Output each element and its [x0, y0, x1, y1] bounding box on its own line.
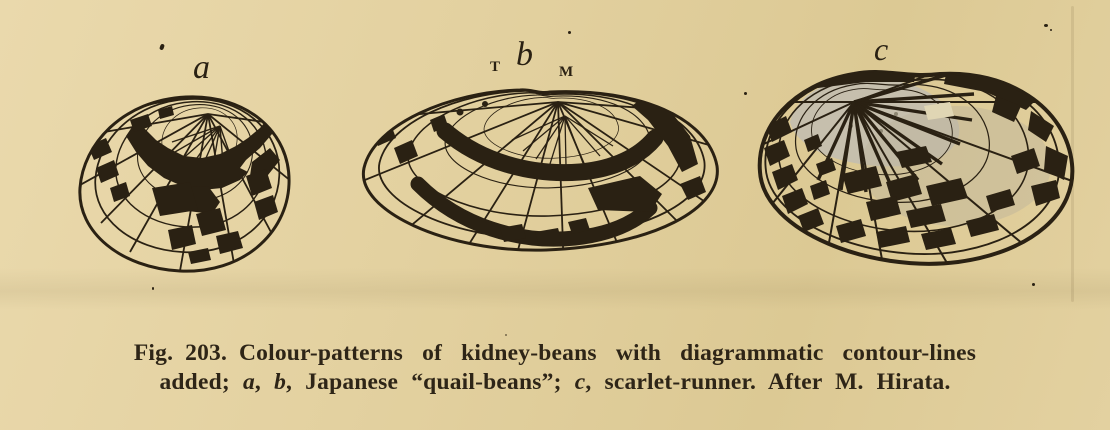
caption-tail: , scarlet-runner. After M. Hirata. — [585, 369, 951, 395]
scan-speck — [568, 31, 571, 34]
caption-mid: , Japanese “quail-beans”; — [286, 369, 575, 395]
caption-line-2 — [0, 368, 1110, 397]
bean-c-illustration — [746, 56, 1086, 282]
label-c: c — [874, 31, 889, 67]
label-m: M — [559, 64, 574, 80]
caption-sep: , — [254, 369, 275, 395]
scan-speck — [505, 334, 507, 336]
label-a: a — [193, 49, 210, 86]
figure-caption — [0, 339, 1110, 397]
scan-speck — [1032, 283, 1035, 286]
scan-speck — [152, 287, 154, 290]
caption-item-c: c — [574, 369, 586, 395]
label-b: b — [516, 36, 533, 73]
scan-speck — [1044, 24, 1048, 27]
bean-b-illustration — [350, 76, 730, 264]
bean-a-illustration — [68, 84, 302, 284]
caption-item-a: a — [242, 369, 255, 395]
scan-speck — [744, 92, 747, 95]
caption-line1-text: Fig. 203. Colour-patterns of kidney-beans with diagrammatic contour-lines — [133, 340, 977, 366]
label-t: T — [490, 59, 501, 75]
scan-speck — [1050, 29, 1052, 31]
caption-item-b: b — [274, 369, 287, 395]
caption-pre: added; — [159, 369, 243, 395]
caption-line-1 — [0, 339, 1110, 368]
scan-speck — [159, 43, 165, 50]
